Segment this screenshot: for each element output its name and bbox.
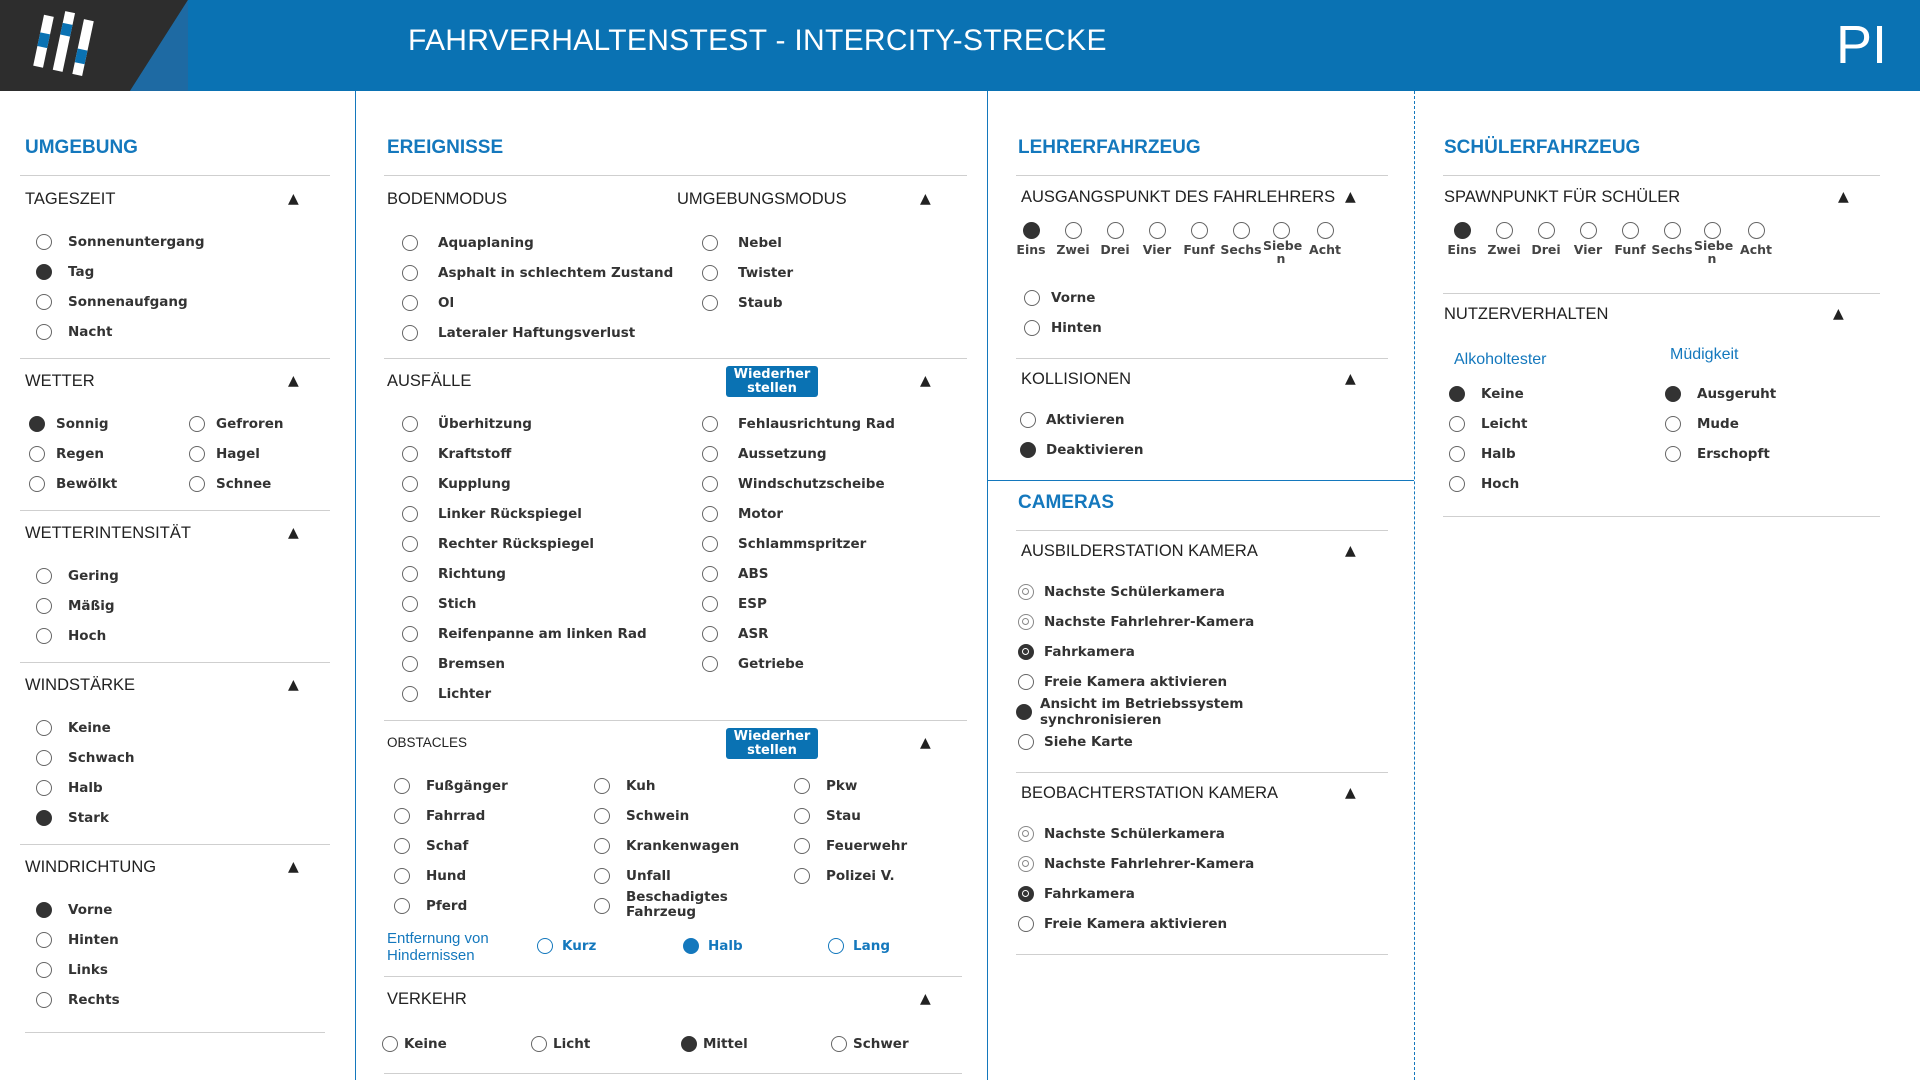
divider <box>1443 293 1880 294</box>
group-title-kollisionen: KOLLISIONEN <box>1021 370 1132 388</box>
collapse-arrow-icon[interactable]: ▲ <box>1345 189 1356 205</box>
spawn-schueler-8[interactable]: Acht <box>1735 222 1777 256</box>
collapse-arrow-icon[interactable]: ▲ <box>1838 189 1849 205</box>
column-divider <box>987 91 988 1080</box>
group-title-ausbilder-kamera: AUSBILDERSTATION KAMERA <box>1021 542 1258 560</box>
section-title-ereignisse: EREIGNISSE <box>387 137 504 158</box>
divider <box>384 175 967 176</box>
group-title-bodenmodus: BODENMODUS <box>387 190 508 208</box>
section-title-schuelerfahrzeug: SCHÜLERFAHRZEUG <box>1444 137 1641 158</box>
collapse-arrow-icon[interactable]: ▲ <box>920 735 931 751</box>
divider <box>384 1073 962 1074</box>
divider <box>20 358 330 359</box>
camera-icon <box>1018 614 1034 630</box>
divider <box>384 720 967 721</box>
collapse-arrow-icon[interactable]: ▲ <box>288 373 299 389</box>
group-title-ausfaelle: AUSFÄLLE <box>387 372 472 390</box>
alkoholtester-label: Alkoholtester <box>1454 351 1547 368</box>
divider <box>20 844 330 845</box>
collapse-arrow-icon[interactable]: ▲ <box>920 373 931 389</box>
corner-label: PI <box>1835 15 1887 75</box>
divider <box>384 358 967 359</box>
restore-button[interactable]: Wiederher stellen <box>726 366 818 397</box>
group-title-beobachter-kamera: BEOBACHTERSTATION KAMERA <box>1021 784 1279 802</box>
collapse-arrow-icon[interactable]: ▲ <box>1345 543 1356 559</box>
column-divider <box>1414 91 1415 1080</box>
app-header <box>0 0 1920 91</box>
group-title-wetterintensitaet: WETTERINTENSITÄT <box>25 524 191 542</box>
group-title-spawnpunkt: SPAWNPUNKT FÜR SCHÜLER <box>1444 188 1681 206</box>
collapse-arrow-icon[interactable]: ▲ <box>1345 785 1356 801</box>
section-title-umgebung: UMGEBUNG <box>25 137 138 158</box>
divider <box>1016 772 1388 773</box>
divider <box>20 510 330 511</box>
group-title-verkehr: VERKEHR <box>387 990 467 1008</box>
collapse-arrow-icon[interactable]: ▲ <box>1345 371 1356 387</box>
divider <box>1016 358 1388 359</box>
divider <box>1443 175 1880 176</box>
camera-icon <box>1018 584 1034 600</box>
spawn-lehrer-7[interactable]: Siebe n <box>1262 222 1300 265</box>
camera-icon <box>1018 826 1034 842</box>
spawn-schueler-5[interactable]: Funf <box>1609 222 1651 256</box>
app-logo-icon <box>26 6 106 86</box>
spawn-schueler-2[interactable]: Zwei <box>1483 222 1525 256</box>
divider <box>384 976 962 977</box>
camera-icon <box>1018 886 1034 902</box>
spawn-lehrer-2[interactable]: Zwei <box>1052 222 1094 256</box>
spawn-lehrer-5[interactable]: Funf <box>1178 222 1220 256</box>
divider <box>20 175 330 176</box>
group-title-wetter: WETTER <box>25 372 95 390</box>
group-title-tageszeit: TAGESZEIT <box>25 190 116 208</box>
group-title-obstacles: OBSTACLES <box>387 735 468 750</box>
camera-icon <box>1018 856 1034 872</box>
divider <box>20 662 330 663</box>
collapse-arrow-icon[interactable]: ▲ <box>920 191 931 207</box>
spawn-lehrer-8[interactable]: Acht <box>1304 222 1346 256</box>
section-divider <box>988 480 1414 481</box>
collapse-arrow-icon[interactable]: ▲ <box>288 191 299 207</box>
spawn-lehrer-1[interactable]: Eins <box>1010 222 1052 256</box>
group-title-windrichtung: WINDRICHTUNG <box>25 858 157 876</box>
restore-button[interactable]: Wiederher stellen <box>726 728 818 759</box>
spawn-schueler-6[interactable]: Sechs <box>1651 222 1693 256</box>
collapse-arrow-icon[interactable]: ▲ <box>1833 306 1844 322</box>
spawn-lehrer-4[interactable]: Vier <box>1136 222 1178 256</box>
camera-icon <box>1018 644 1034 660</box>
group-title-umgebungsmodus: UMGEBUNGSMODUS <box>677 190 847 208</box>
spawn-schueler-1[interactable]: Eins <box>1441 222 1483 256</box>
collapse-arrow-icon[interactable]: ▲ <box>288 677 299 693</box>
muedigkeit-label: Müdigkeit <box>1670 346 1739 363</box>
divider <box>1443 516 1880 517</box>
spawn-schueler-7[interactable]: Siebe n <box>1693 222 1731 265</box>
section-title-cameras: CAMERAS <box>1018 492 1115 513</box>
divider <box>1016 175 1388 176</box>
spawn-lehrer-3[interactable]: Drei <box>1094 222 1136 256</box>
group-title-nutzerverhalten: NUTZERVERHALTEN <box>1444 305 1609 323</box>
divider <box>1016 530 1388 531</box>
group-title-ausgangspunkt: AUSGANGSPUNKT DES FAHRLEHRERS <box>1021 188 1336 206</box>
divider <box>25 1032 325 1033</box>
collapse-arrow-icon[interactable]: ▲ <box>920 991 931 1007</box>
spawn-lehrer-6[interactable]: Sechs <box>1220 222 1262 256</box>
divider <box>1016 954 1388 955</box>
page-title: FAHRVERHALTENSTEST - INTERCITY-STRECKE <box>408 24 1107 57</box>
spawn-schueler-3[interactable]: Drei <box>1525 222 1567 256</box>
distance-label: Entfernung von Hindernissen <box>387 930 489 964</box>
logo-slant-shade <box>130 0 188 91</box>
section-title-lehrerfahrzeug: LEHRERFAHRZEUG <box>1018 137 1201 158</box>
collapse-arrow-icon[interactable]: ▲ <box>288 859 299 875</box>
column-divider <box>355 91 356 1080</box>
collapse-arrow-icon[interactable]: ▲ <box>288 525 299 541</box>
group-title-windstaerke: WINDSTÄRKE <box>25 676 136 694</box>
spawn-schueler-4[interactable]: Vier <box>1567 222 1609 256</box>
